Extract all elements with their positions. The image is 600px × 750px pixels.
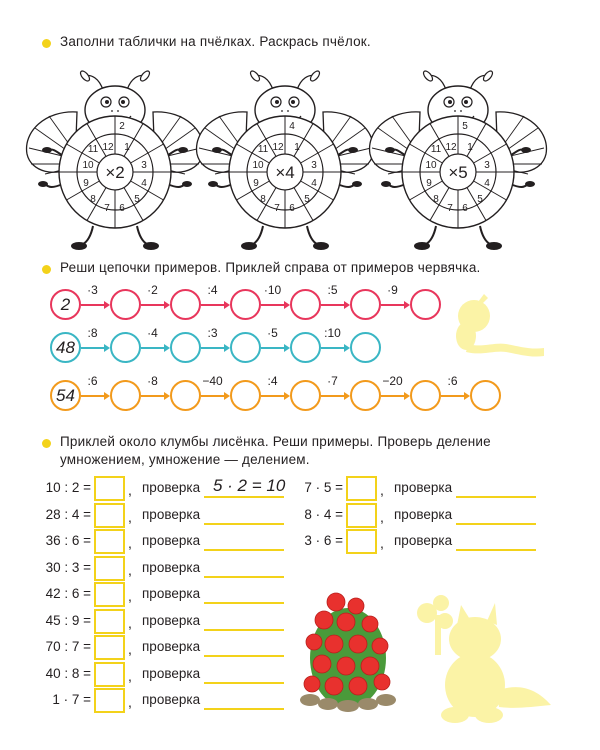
chain-2-arrow-4 — [261, 347, 284, 349]
chain-3-op-6: −20 — [382, 374, 403, 388]
left-equation-9: 1 · 7 = — [52, 692, 91, 707]
bee-2-inner-top: 12 — [272, 142, 284, 153]
bee-2-ring-6: 6 — [289, 203, 295, 214]
left-check-label-5: проверка — [142, 586, 201, 601]
bee-1-ring-11: 11 — [87, 144, 99, 155]
chain-3-op-4: :4 — [267, 374, 278, 388]
chain-2-circle-1: 48 — [50, 332, 81, 363]
bee-3-ring-4: 4 — [484, 178, 490, 189]
chain-3-circle-8[interactable] — [470, 380, 501, 411]
chain-3-arrow-5 — [321, 395, 344, 397]
left-check-line-5[interactable] — [204, 602, 284, 604]
left-answer-box-9[interactable] — [94, 688, 125, 713]
chain-3-arrow-4 — [261, 395, 284, 397]
bee-1-ring-6: 6 — [119, 203, 125, 214]
chain-2-op-2: ·4 — [147, 326, 158, 340]
chain-3-op-1: :6 — [87, 374, 98, 388]
bee-2-ring-4: 4 — [311, 178, 317, 189]
chain-3-arrow-1 — [81, 395, 104, 397]
left-comma-5: , — [128, 588, 132, 604]
bee-2-ring-11: 11 — [257, 144, 269, 155]
bee-2-center: ×4 — [275, 163, 295, 182]
bee-2-ring-top: 4 — [289, 121, 295, 132]
right-check-line-3[interactable] — [456, 549, 536, 551]
right-check-label-3: проверка — [394, 533, 453, 548]
flower-bed-illustration — [298, 588, 398, 713]
bee-3-ring-11: 11 — [430, 144, 442, 155]
right-answer-box-3[interactable] — [346, 529, 377, 554]
fox-sticker-silhouette — [405, 595, 555, 725]
left-equation-6: 45 : 9 = — [45, 613, 91, 628]
bee-1 — [27, 69, 204, 250]
bee-2-ring-1: 1 — [294, 142, 300, 153]
left-check-label-6: проверка — [142, 613, 201, 628]
left-answer-box-2[interactable] — [94, 503, 125, 528]
chain-3-arrow-3 — [201, 395, 224, 397]
bee-3-ring-10: 10 — [425, 160, 437, 171]
worm-sticker-silhouette — [448, 292, 548, 362]
left-equation-8: 40 : 8 = — [45, 666, 91, 681]
bee-1-center: ×2 — [105, 163, 125, 182]
left-check-line-8[interactable] — [204, 682, 284, 684]
bee-3-center: ×5 — [448, 163, 468, 182]
left-answer-box-5[interactable] — [94, 582, 125, 607]
left-equation-7: 70 : 7 = — [45, 639, 91, 654]
chain-2-op-4: ·5 — [267, 326, 278, 340]
left-answer-box-6[interactable] — [94, 609, 125, 634]
left-check-label-3: проверка — [142, 533, 201, 548]
left-answer-box-8[interactable] — [94, 662, 125, 687]
chain-1-arrow-2 — [141, 304, 164, 306]
chain-1-arrow-5 — [321, 304, 344, 306]
left-check-label-9: проверка — [142, 692, 201, 707]
bee-3-inner-top: 12 — [445, 142, 457, 153]
bee-2-ring-7: 7 — [274, 203, 280, 214]
bee-3-ring-6: 6 — [462, 203, 468, 214]
chain-1-op-6: ·9 — [387, 283, 398, 297]
bee-1-ring-4: 4 — [141, 178, 147, 189]
chain-1-arrow-3 — [201, 304, 224, 306]
left-check-line-4[interactable] — [204, 576, 284, 578]
left-check-label-4: проверка — [142, 560, 201, 575]
bee-3 — [370, 69, 547, 250]
bee-2-ring-9: 9 — [253, 178, 259, 189]
bee-1-inner-top: 12 — [102, 142, 114, 153]
left-check-label-1: проверка — [142, 480, 201, 495]
bullet-1 — [42, 39, 51, 48]
left-answer-box-4[interactable] — [94, 556, 125, 581]
left-comma-1: , — [128, 482, 132, 498]
chain-3-op-3: −40 — [202, 374, 223, 388]
right-answer-box-1[interactable] — [346, 476, 377, 501]
bee-3-ring-top: 5 — [462, 121, 468, 132]
bee-1-ring-3: 3 — [141, 160, 147, 171]
chain-1-arrow-6 — [381, 304, 404, 306]
chain-1-op-2: ·2 — [147, 283, 158, 297]
left-equation-3: 36 : 6 = — [45, 533, 91, 548]
chain-1-op-1: ·3 — [87, 283, 98, 297]
chain-3-arrow-6 — [381, 395, 404, 397]
left-check-label-8: проверка — [142, 666, 201, 681]
chain-1-op-3: :4 — [207, 283, 218, 297]
chain-2-arrow-1 — [81, 347, 104, 349]
chain-2-arrow-2 — [141, 347, 164, 349]
chain-3-op-2: ·8 — [147, 374, 158, 388]
right-answer-box-2[interactable] — [346, 503, 377, 528]
chain-3-op-5: ·7 — [327, 374, 338, 388]
chain-1-arrow-4 — [261, 304, 284, 306]
right-comma-2: , — [380, 509, 384, 525]
right-equation-3: 3 · 6 = — [304, 533, 343, 548]
bee-1-ring-1: 1 — [124, 142, 130, 153]
right-check-label-1: проверка — [394, 480, 453, 495]
chain-1-circle-7[interactable] — [410, 289, 441, 320]
bee-1-ring-5: 5 — [134, 194, 140, 205]
left-comma-8: , — [128, 668, 132, 684]
chain-3-arrow-7 — [441, 395, 464, 397]
left-comma-4: , — [128, 562, 132, 578]
chain-2-arrow-3 — [201, 347, 224, 349]
left-check-label-7: проверка — [142, 639, 201, 654]
right-comma-1: , — [380, 482, 384, 498]
left-check-line-1[interactable] — [204, 496, 284, 498]
bee-3-ring-3: 3 — [484, 160, 490, 171]
chain-1-circle-1: 2 — [50, 289, 81, 320]
right-equation-1: 7 · 5 = — [304, 480, 343, 495]
left-answer-box-7[interactable] — [94, 635, 125, 660]
bullet-3 — [42, 439, 51, 448]
left-comma-3: , — [128, 535, 132, 551]
bee-1-ring-top: 2 — [119, 121, 125, 132]
bee-1-ring-8: 8 — [90, 194, 96, 205]
left-check-line-7[interactable] — [204, 655, 284, 657]
left-comma-9: , — [128, 694, 132, 710]
left-check-line-3[interactable] — [204, 549, 284, 551]
bee-3-ring-7: 7 — [447, 203, 453, 214]
bee-3-ring-5: 5 — [477, 194, 483, 205]
left-answer-box-3[interactable] — [94, 529, 125, 554]
bullet-2 — [42, 265, 51, 274]
left-check-label-2: проверка — [142, 507, 201, 522]
chain-2-op-5: :10 — [324, 326, 341, 340]
left-comma-7: , — [128, 641, 132, 657]
chain-2-op-3: :3 — [207, 326, 218, 340]
left-check-line-9[interactable] — [204, 708, 284, 710]
chain-2-circle-6[interactable] — [350, 332, 381, 363]
left-check-line-2[interactable] — [204, 523, 284, 525]
chain-2-arrow-5 — [321, 347, 344, 349]
chain-1-op-5: :5 — [327, 283, 338, 297]
chain-1-arrow-1 — [81, 304, 104, 306]
chain-2-op-1: :8 — [87, 326, 98, 340]
chain-3-circle-1: 54 — [50, 380, 81, 411]
left-comma-6: , — [128, 615, 132, 631]
right-check-label-2: проверка — [394, 507, 453, 522]
bee-3-ring-8: 8 — [433, 194, 439, 205]
bee-3-ring-9: 9 — [426, 178, 432, 189]
left-equation-2: 28 : 4 = — [45, 507, 91, 522]
left-comma-2: , — [128, 509, 132, 525]
left-equation-1: 10 : 2 = — [45, 480, 91, 495]
bee-3-ring-1: 1 — [467, 142, 473, 153]
right-equation-2: 8 · 4 = — [304, 507, 343, 522]
bee-2-ring-3: 3 — [311, 160, 317, 171]
bees-illustration — [0, 52, 600, 252]
left-equation-4: 30 : 3 = — [45, 560, 91, 575]
bee-2 — [197, 69, 374, 250]
instruction-3: Приклей около клумбы лисёнка. Реши примеры. Проверь деление умножением, умножение — делением. — [60, 434, 491, 467]
left-answer-box-1[interactable] — [94, 476, 125, 501]
chain-1-op-4: ·10 — [263, 283, 282, 297]
chain-3-arrow-2 — [141, 395, 164, 397]
left-equation-5: 42 : 6 = — [45, 586, 91, 601]
right-comma-3: , — [380, 535, 384, 551]
bee-1-ring-9: 9 — [83, 178, 89, 189]
left-check-line-6[interactable] — [204, 629, 284, 631]
bee-2-ring-8: 8 — [260, 194, 266, 205]
chain-3-op-7: :6 — [447, 374, 458, 388]
sample-answer: 5 · 2 = 10 — [213, 476, 286, 495]
instruction-2: Реши цепочки примеров. Приклей справа от примеров червячка. — [60, 260, 481, 275]
right-check-line-1[interactable] — [456, 496, 536, 498]
bee-2-ring-5: 5 — [304, 194, 310, 205]
instruction-1: Заполни таблички на пчёлках. Раскрась пчёлок. — [60, 34, 371, 49]
bee-2-ring-10: 10 — [252, 160, 264, 171]
bee-1-ring-7: 7 — [104, 203, 110, 214]
right-check-line-2[interactable] — [456, 523, 536, 525]
bee-1-ring-10: 10 — [82, 160, 94, 171]
